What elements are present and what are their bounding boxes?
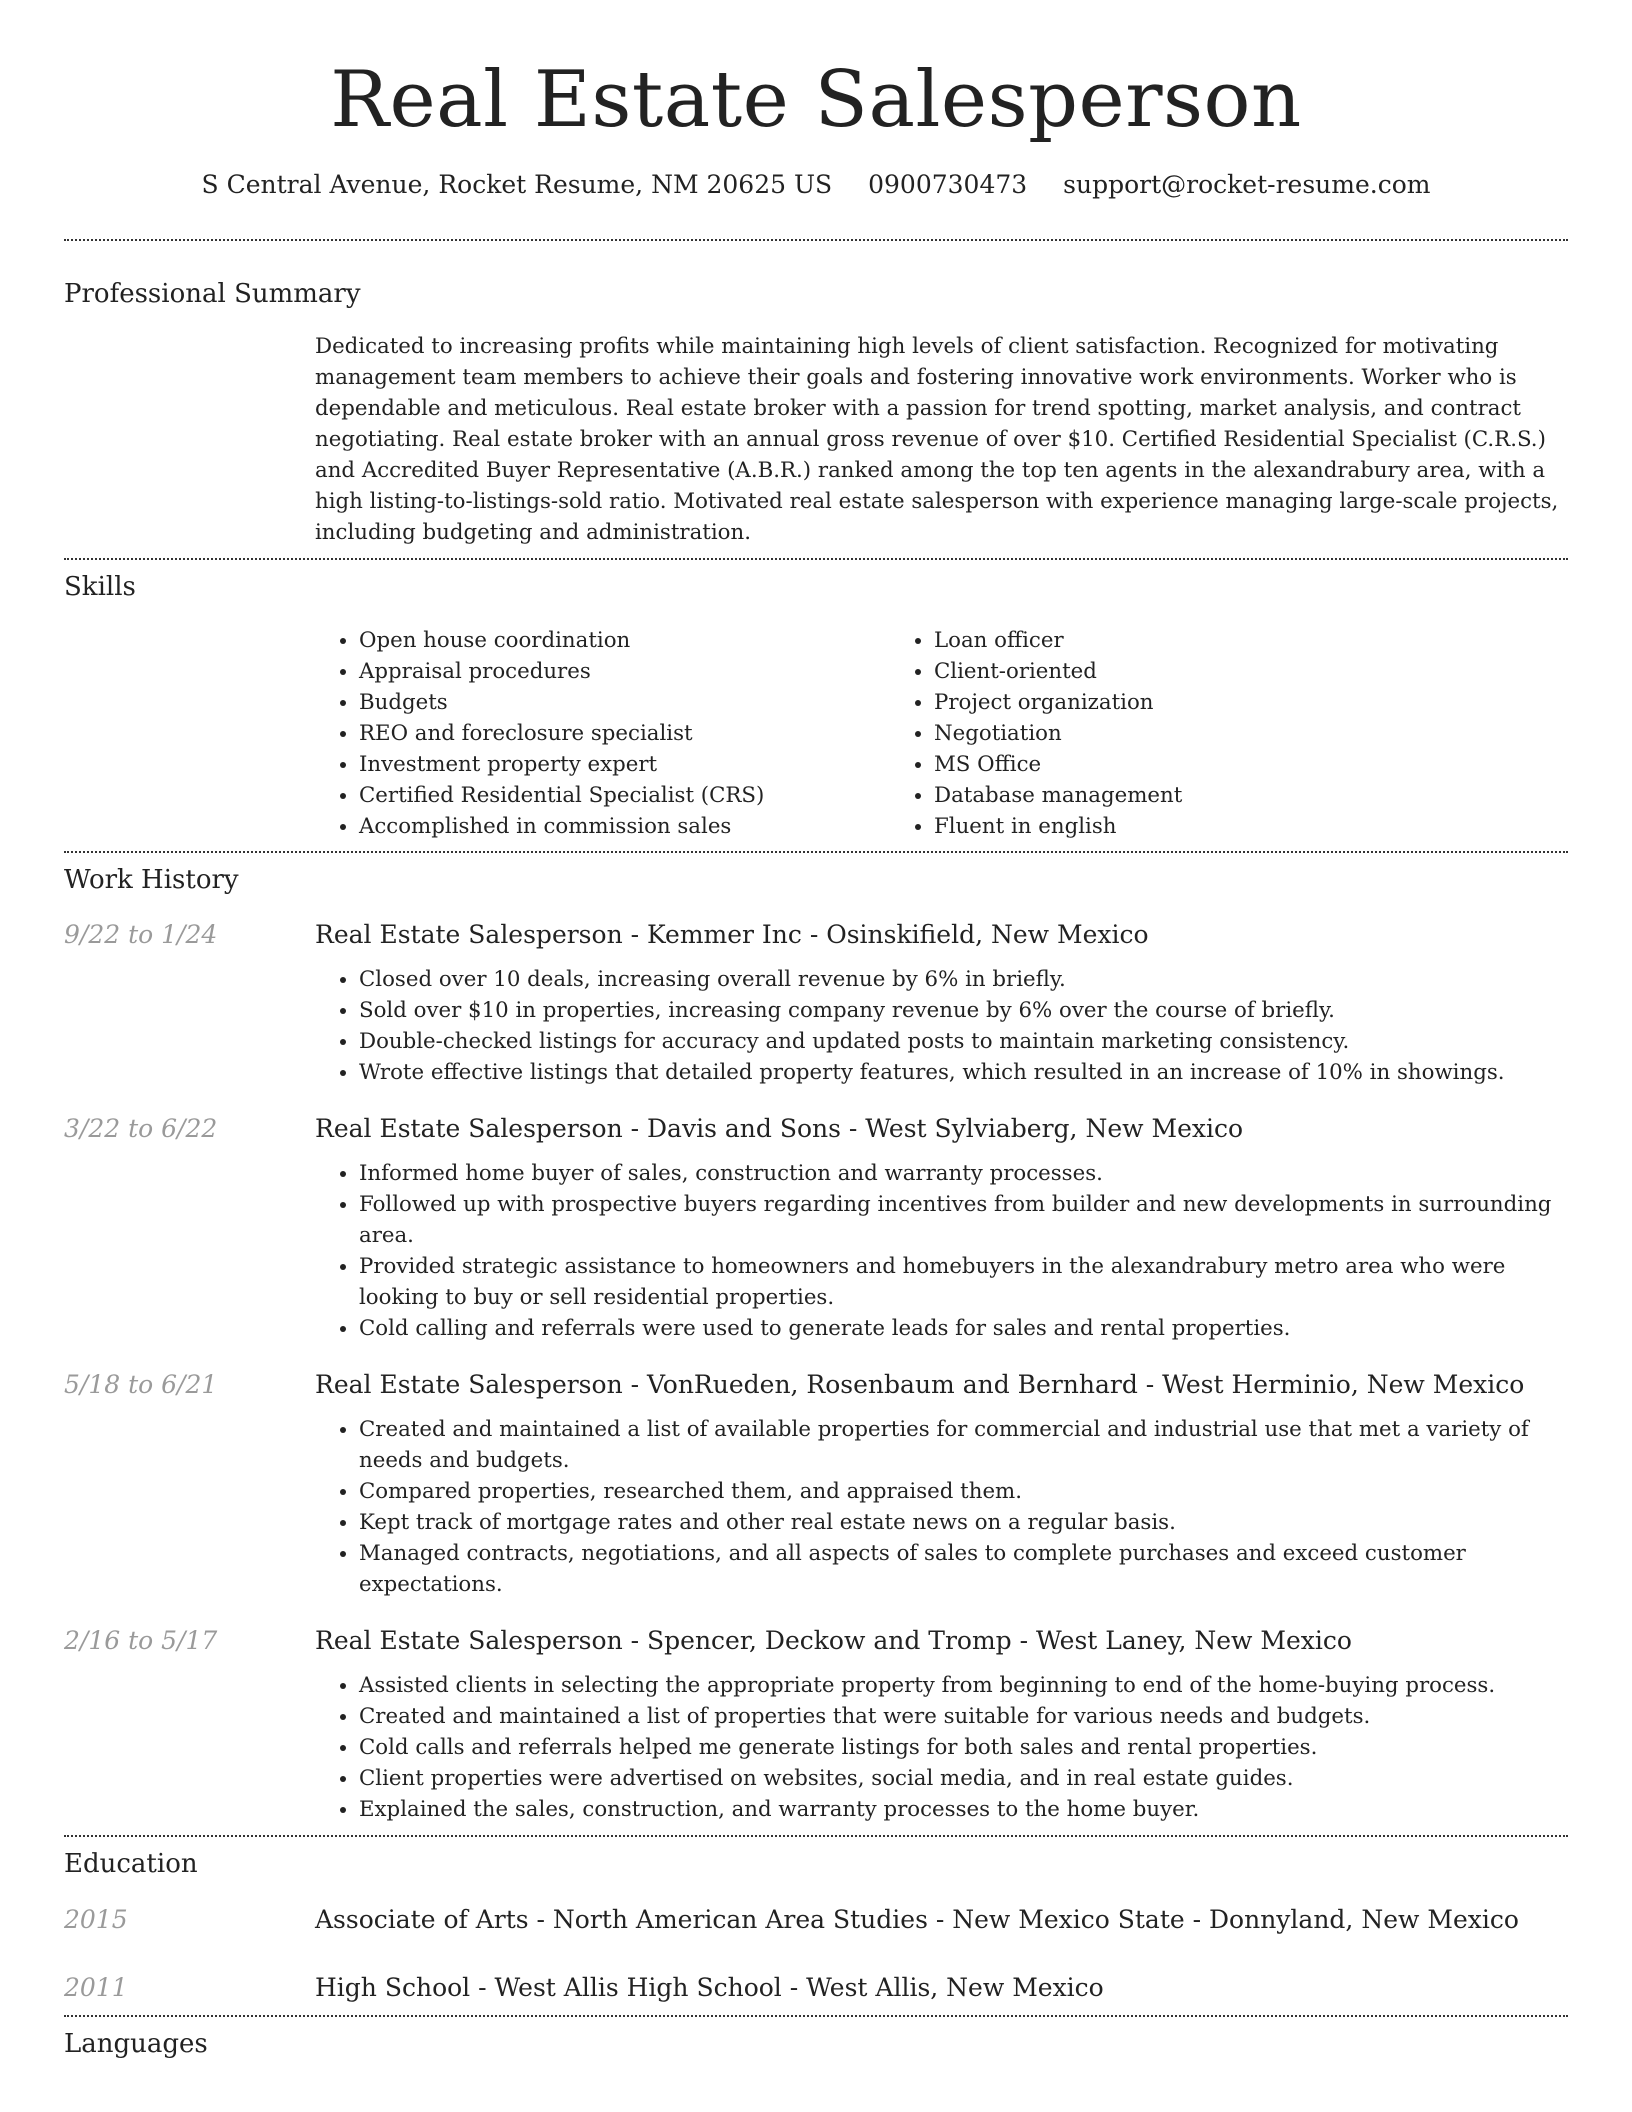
job-header [64, 918, 1568, 952]
job-title [315, 1112, 1568, 1146]
job-bullet: • Assisted clients in selecting the appropriate property from beginning to end of the home-buying process. [359, 1670, 1568, 1701]
job-bullet: • Provided strategic assistance to homeowners and homebuyers in the alexandrabury metro area who were looking to buy or sell residential properties. [359, 1251, 1568, 1313]
job-dates: 2/16 to 5/17 [64, 1626, 218, 1655]
job-header [64, 1624, 1568, 1658]
job-bullet: • Created and maintained a list of available properties for commercial and industrial use that met a variety of needs and budgets. [359, 1414, 1568, 1476]
skill-item: • Negotiation [934, 718, 1182, 749]
job-entry [64, 1112, 1568, 1344]
job-bullets-row [64, 1414, 1568, 1600]
contact-line [64, 168, 1568, 202]
skills-list [315, 625, 1568, 842]
summary-text: Dedicated to increasing profits while maintaining high levels of client satisfaction. Recognized for motivating management team members to achieve their goals and fostering innovative work environments. Worker who is dependable and meticulous. Real estate broker with a passion for trend spotting, market analysis, and contract negotiating. Real estate broker with an annual gross revenue of over $10. Certified Residential Specialist (C.R.S.) and Accredited Buyer Representative (A.B.R.) ranked among the top ten agents in the alexandrabury area, with a high listing-to-listings-sold ratio. Motivated real estate salesperson with experience managing large-scale projects, including budgeting and administration. [315, 334, 1559, 545]
skill-item: • REO and foreclosure specialist [359, 718, 890, 749]
skill-item: • Budgets [359, 687, 890, 718]
skill-item: • Loan officer [934, 625, 1182, 656]
skill-item: • MS Office [934, 749, 1182, 780]
job-bullet: • Kept track of mortgage rates and other real estate news on a regular basis. [359, 1507, 1568, 1538]
education-school-location: - West Allis High School - West Allis, New Mexico [470, 1973, 1104, 2002]
skill-item: • Certified Residential Specialist (CRS) [359, 780, 890, 811]
divider [64, 558, 1568, 560]
job-role: Real Estate Salesperson [315, 1114, 623, 1143]
job-bullet: • Closed over 10 deals, increasing overall revenue by 6% in briefly. [359, 964, 1568, 995]
job-bullets [315, 964, 1568, 1088]
job-company-location: - Kemmer Inc - Osinskifield, New Mexico [622, 920, 1149, 949]
job-bullet: • Client properties were advertised on websites, social media, and in real estate guides. [359, 1763, 1568, 1794]
education-school-location: - New Mexico State - Donnyland, New Mexico [927, 1905, 1519, 1934]
job-bullet: • Managed contracts, negotiations, and all aspects of sales to complete purchases and exceed customer expectations. [359, 1538, 1568, 1600]
skill-item: • Accomplished in commission sales [359, 811, 890, 842]
job-bullets-row [64, 964, 1568, 1088]
skill-item: • Client-oriented [934, 656, 1182, 687]
section-title-skills: Skills [64, 572, 136, 602]
job-bullet: • Double-checked listings for accuracy and updated posts to maintain marketing consistency. [359, 1026, 1568, 1057]
education-degree: Associate of Arts - North American Area Studies [315, 1905, 928, 1934]
divider [64, 2015, 1568, 2017]
divider [64, 851, 1568, 853]
education-title [315, 1971, 1568, 2005]
work-history [64, 918, 1568, 1825]
skill-item: • Investment property expert [359, 749, 890, 780]
job-role: Real Estate Salesperson [315, 920, 623, 949]
skill-item: • Appraisal procedures [359, 656, 890, 687]
job-header [64, 1112, 1568, 1146]
job-dates: 3/22 to 6/22 [64, 1114, 218, 1143]
address: S Central Avenue, Rocket Resume, NM 20625 US [201, 170, 833, 199]
job-entry [64, 1624, 1568, 1825]
job-bullet: • Compared properties, researched them, and appraised them. [359, 1476, 1568, 1507]
skill-item: • Project organization [934, 687, 1182, 718]
job-bullets-row [64, 1158, 1568, 1344]
education-year: 2015 [64, 1905, 128, 1934]
skill-item: • Database management [934, 780, 1182, 811]
job-dates: 5/18 to 6/21 [64, 1370, 218, 1399]
job-title [315, 918, 1568, 952]
skills-column-2 [890, 625, 1182, 842]
phone: 0900730473 [868, 170, 1028, 199]
job-dates: 9/22 to 1/24 [64, 920, 218, 949]
education-entry [64, 1971, 1568, 2005]
job-bullet: • Explained the sales, construction, and warranty processes to the home buyer. [359, 1794, 1568, 1825]
job-company-location: - Spencer, Deckow and Tromp - West Laney, New Mexico [622, 1626, 1352, 1655]
resume-name: Real Estate Salesperson [330, 55, 1302, 145]
resume-page [64, 0, 1568, 2061]
skill-item: • Fluent in english [934, 811, 1182, 842]
section-title-summary: Professional Summary [64, 279, 361, 309]
job-company-location: - Davis and Sons - West Sylviaberg, New Mexico [622, 1114, 1244, 1143]
education-entry [64, 1903, 1568, 1937]
job-bullet: • Followed up with prospective buyers regarding incentives from builder and new developments in surrounding area. [359, 1189, 1568, 1251]
skills-row [64, 625, 1568, 842]
email: support@rocket-resume.com [1063, 170, 1431, 199]
section-title-languages: Languages [64, 2029, 208, 2059]
job-bullet: • Created and maintained a list of properties that were suitable for various needs and budgets. [359, 1701, 1568, 1732]
job-bullets [315, 1670, 1568, 1825]
divider [64, 1835, 1568, 1837]
job-company-location: - VonRueden, Rosenbaum and Bernhard - West Herminio, New Mexico [622, 1370, 1525, 1399]
job-bullets-row [64, 1670, 1568, 1825]
job-bullet: • Cold calling and referrals were used to generate leads for sales and rental properties. [359, 1313, 1568, 1344]
education-list [64, 1903, 1568, 2005]
skill-item: • Open house coordination [359, 625, 890, 656]
section-title-work: Work History [64, 865, 239, 895]
job-bullets [315, 1414, 1568, 1600]
job-entry [64, 918, 1568, 1088]
section-title-education: Education [64, 1849, 198, 1879]
job-bullet: • Informed home buyer of sales, construction and warranty processes. [359, 1158, 1568, 1189]
education-title [315, 1903, 1568, 1937]
job-bullet: • Cold calls and referrals helped me generate listings for both sales and rental properties. [359, 1732, 1568, 1763]
education-year: 2011 [64, 1973, 128, 2002]
job-title [315, 1624, 1568, 1658]
job-bullets [315, 1158, 1568, 1344]
job-entry [64, 1368, 1568, 1600]
job-role: Real Estate Salesperson [315, 1370, 623, 1399]
job-bullet: • Wrote effective listings that detailed property features, which resulted in an increase of 10% in showings. [359, 1057, 1568, 1088]
job-title [315, 1368, 1568, 1402]
job-header [64, 1368, 1568, 1402]
skills-column-1 [315, 625, 890, 842]
divider [64, 239, 1568, 241]
summary-row [64, 331, 1568, 548]
education-degree: High School [315, 1973, 471, 2002]
job-bullet: • Sold over $10 in properties, increasing company revenue by 6% over the course of briefly. [359, 995, 1568, 1026]
job-role: Real Estate Salesperson [315, 1626, 623, 1655]
